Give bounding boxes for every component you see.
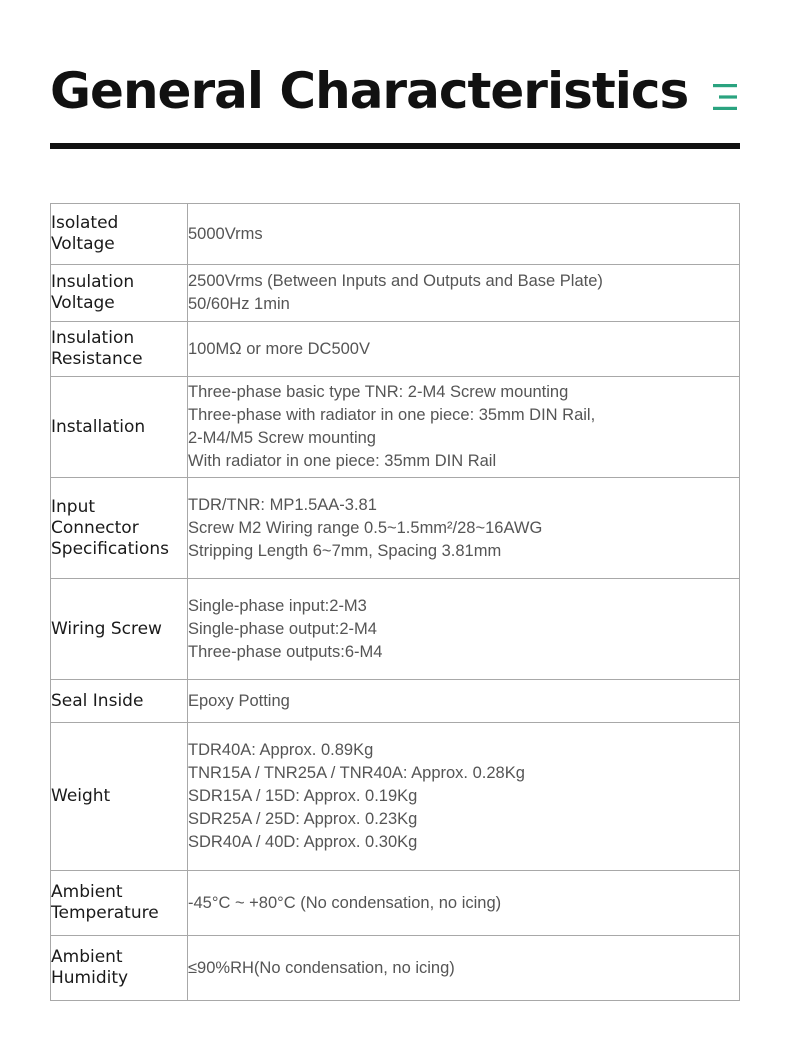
row-label: Weight: [51, 723, 188, 871]
row-value: -45°C ~ +80°C (No condensation, no icing): [188, 871, 740, 936]
table-row: [51, 377, 740, 478]
table-row: [51, 871, 740, 936]
row-value: ≤90%RH(No condensation, no icing): [188, 936, 740, 1001]
row-value: TDR/TNR: MP1.5AA-3.81 Screw M2 Wiring range 0.5~1.5mm²/28~16AWG Stripping Length 6~7mm, Spacing 3.81mm: [188, 478, 740, 579]
row-label: Seal Inside: [51, 680, 188, 723]
row-label: Insulation Voltage: [51, 265, 188, 322]
table-row: [51, 579, 740, 680]
table-row: [51, 936, 740, 1001]
row-label: Insulation Resistance: [51, 322, 188, 377]
table-row: [51, 204, 740, 265]
table-row: [51, 322, 740, 377]
row-value: Three-phase basic type TNR: 2-M4 Screw mounting Three-phase with radiator in one piece: 35mm DIN Rail, 2-M4/M5 Screw mounting With radiator in one piece: 35mm DIN Rail: [188, 377, 740, 478]
row-label: Input Connector Specifications: [51, 478, 188, 579]
table-row: [51, 478, 740, 579]
menu-icon[interactable]: [711, 82, 741, 112]
table-row: [51, 265, 740, 322]
row-value: 2500Vrms (Between Inputs and Outputs and Base Plate) 50/60Hz 1min: [188, 265, 740, 322]
row-value: Epoxy Potting: [188, 680, 740, 723]
row-label: Ambient Humidity: [51, 936, 188, 1001]
row-label: Installation: [51, 377, 188, 478]
row-label: Wiring Screw: [51, 579, 188, 680]
spec-table: [50, 203, 740, 1001]
row-value: 5000Vrms: [188, 204, 740, 265]
row-value: TDR40A: Approx. 0.89Kg TNR15A / TNR25A / TNR40A: Approx. 0.28Kg SDR15A / 15D: Approx. 0.19Kg SDR25A / 25D: Approx. 0.23Kg SDR40A / 40D: Approx. 0.30Kg: [188, 723, 740, 871]
row-label: Ambient Temperature: [51, 871, 188, 936]
row-label: Isolated Voltage: [51, 204, 188, 265]
page-title: General Characteristics: [50, 62, 689, 120]
table-row: [51, 723, 740, 871]
table-row: [51, 680, 740, 723]
row-value: Single-phase input:2-M3 Single-phase output:2-M4 Three-phase outputs:6-M4: [188, 579, 740, 680]
row-value: 100MΩ or more DC500V: [188, 322, 740, 377]
title-divider: [50, 143, 740, 149]
